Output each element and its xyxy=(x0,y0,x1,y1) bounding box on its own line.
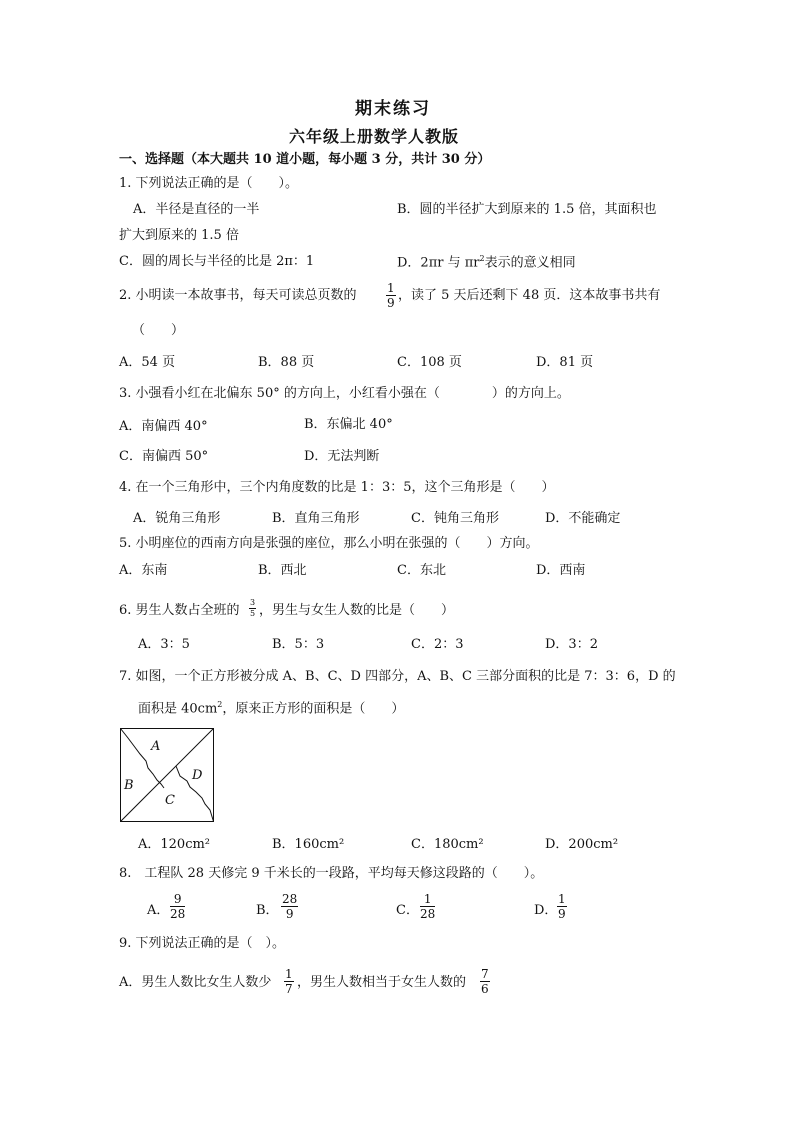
question-3-stem: 3. 小强看小红在北偏东 50° 的方向上，小红看小强在（ ）的方向上。 xyxy=(119,386,570,401)
question-3-option-c: C．南偏西 50° xyxy=(119,449,209,464)
question-2-stem-end: ，读了 5 天后还剩下 48 页．这本故事书共有 xyxy=(398,288,661,303)
question-1-option-d: D．2πr 与 $\pi r^2$表示的意义相同 xyxy=(397,254,576,271)
question-8-option-b-label: B． xyxy=(256,903,279,918)
question-8-option-c-fraction xyxy=(420,893,435,920)
question-6-option-c: C．2：3 xyxy=(411,637,464,652)
question-2-blank: （ ） xyxy=(132,323,185,338)
fraction-denominator: 9 xyxy=(285,907,294,921)
question-8-option-a-label: A． xyxy=(147,903,170,918)
question-2-option-b: B．88 页 xyxy=(258,355,315,370)
question-2-option-a: A．54 页 xyxy=(119,355,176,370)
fraction-denominator: 28 xyxy=(170,907,186,921)
question-7-option-b: B．160cm² xyxy=(272,837,345,852)
question-8-option-d-label: D． xyxy=(534,903,558,918)
region-label-a: A xyxy=(151,739,161,754)
fraction-numerator: 1 xyxy=(387,281,395,295)
fraction-numerator: 28 xyxy=(282,892,298,906)
question-9-stem: 9. 下列说法正确的是（ ）。 xyxy=(119,936,286,951)
question-4-stem: 4. 在一个三角形中，三个内角度数的比是 1：3：5，这个三角形是（ ） xyxy=(119,480,555,495)
question-6-option-a: A．3：5 xyxy=(138,637,190,652)
question-2-stem-start: 2. 小明读一本故事书，每天可读总页数的 xyxy=(119,288,357,303)
fraction-numerator: 7 xyxy=(481,967,489,981)
question-4-option-a: A．锐角三角形 xyxy=(133,511,221,526)
fraction-numerator: 3 xyxy=(250,598,256,607)
question-9-option-a-middle: ，男生人数相当于女生人数的 xyxy=(297,975,467,990)
fraction-denominator: 5 xyxy=(250,609,256,618)
question-6-stem-start: 6. 男生人数占全班的 xyxy=(119,603,240,618)
question-2-fraction xyxy=(386,282,396,309)
question-7-option-c: C．180cm² xyxy=(411,837,484,852)
fraction-numerator: 1 xyxy=(285,967,293,981)
question-1-option-b-continued: 扩大到原来的 1.5 倍 xyxy=(119,228,239,243)
square-figure xyxy=(120,728,214,822)
fraction-numerator: 1 xyxy=(423,892,432,906)
question-5-option-a: A．东南 xyxy=(119,563,168,578)
question-9-option-a-fraction-1 xyxy=(284,968,294,995)
page-subtitle: 六年级上册数学人教版 xyxy=(289,127,460,146)
question-6-option-b: B．5：3 xyxy=(272,637,325,652)
question-4-option-b: B．直角三角形 xyxy=(272,511,360,526)
question-2-option-d: D．81 页 xyxy=(536,355,594,370)
question-4-option-d: D．不能确定 xyxy=(545,511,621,526)
question-5-stem: 5. 小明座位的西南方向是张强的座位，那么小明在张强的（ ）方向。 xyxy=(119,536,539,551)
question-6-stem-end: ，男生与女生人数的比是（ ） xyxy=(259,603,455,618)
fraction-denominator: 6 xyxy=(481,982,489,996)
question-4-option-c: C．钝角三角形 xyxy=(411,511,499,526)
page-title: 期末练习 xyxy=(355,99,431,119)
fraction-denominator: 9 xyxy=(558,907,566,921)
question-5-option-d: D．西南 xyxy=(536,563,586,578)
question-9-option-a-fraction-2 xyxy=(480,968,490,995)
question-3-option-b: B．东偏北 40° xyxy=(304,417,393,432)
question-3-option-a: A．南偏西 40° xyxy=(119,419,208,434)
question-8-option-c-label: C． xyxy=(396,903,419,918)
question-9-option-a-start: A．男生人数比女生人数少 xyxy=(119,975,272,990)
question-6-fraction xyxy=(249,599,256,618)
section-heading: 一、选择题（本大题共 10 道小题，每小题 3 分，共计 30 分） xyxy=(119,152,491,167)
fraction-denominator: 9 xyxy=(387,296,395,310)
region-label-b: B xyxy=(124,778,134,793)
question-8-option-d-fraction xyxy=(557,893,567,920)
question-8-option-b-fraction xyxy=(281,893,298,920)
question-1-option-b: B．圆的半径扩大到原来的 1.5 倍，其面积也 xyxy=(397,202,657,217)
fraction-numerator: 1 xyxy=(558,892,566,906)
fraction-denominator: 28 xyxy=(420,907,436,921)
question-5-option-b: B．西北 xyxy=(258,563,307,578)
region-label-d: D xyxy=(192,768,203,783)
question-1-stem: 1. 下列说法正确的是（ ）。 xyxy=(119,176,299,191)
question-2-option-c: C．108 页 xyxy=(397,355,462,370)
question-7-option-a: A．120cm² xyxy=(138,837,211,852)
question-1-option-a: A．半径是直径的一半 xyxy=(133,202,260,217)
question-6-option-d: D．3：2 xyxy=(545,637,598,652)
question-8-stem: 8. 工程队 28 天修完 9 千米长的一段路，平均每天修这段路的（ ）。 xyxy=(119,866,544,881)
question-8-option-a-fraction xyxy=(170,893,185,920)
fraction-numerator: 9 xyxy=(173,892,182,906)
region-label-c: C xyxy=(165,793,175,808)
question-7-option-d: D．200cm² xyxy=(545,837,619,852)
question-3-option-d: D．无法判断 xyxy=(304,449,380,464)
fraction-denominator: 7 xyxy=(285,982,293,996)
question-7-stem: 7. 如图，一个正方形被分成 A、B、C、D 四部分，A、B、C 三部分面积的比是 7：3：6，D 的 xyxy=(119,669,676,684)
question-7-stem-line2: 面积是 $40cm^2$，原来正方形的面积是（ ） xyxy=(138,700,405,717)
question-1-option-c: C．圆的周长与半径的比是 2π：1 xyxy=(119,254,315,269)
question-5-option-c: C．东北 xyxy=(397,563,446,578)
